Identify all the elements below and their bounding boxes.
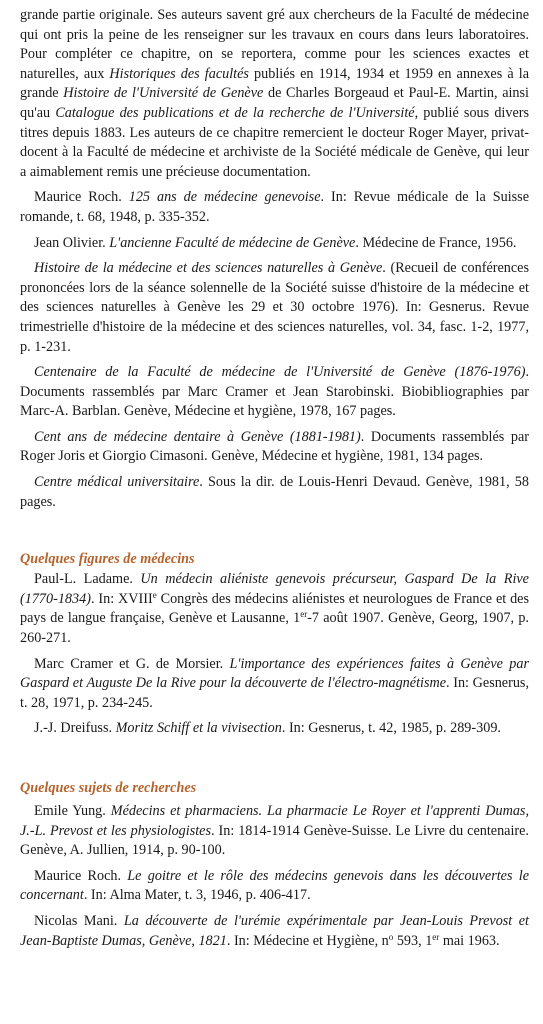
reference-title: Centre médical universitaire bbox=[34, 474, 200, 491]
section-spacer bbox=[20, 512, 529, 550]
reference-title: Cent ans de médecine dentaire à Genève (1881-1981) bbox=[34, 428, 361, 445]
section-spacer bbox=[20, 739, 529, 779]
reference-details: . In: Alma Mater, t. 3, 1946, p. 406-417. bbox=[83, 887, 311, 904]
reference-title: L'importance des expériences faites à Genève par Gaspard et Auguste De la Rive pour la découverte de l'électro-magnétisme bbox=[20, 655, 529, 692]
reference-entry bbox=[20, 570, 529, 648]
reference-details: 593, 1 bbox=[393, 932, 433, 949]
intro-text-1: grande partie originale. Ses auteurs savent gré aux chercheurs de la Faculté de médecine qui ont pris la peine de les renseigner sur les travaux en cours dans leurs laboratoires. Pour compléter ce chapitre, on se reportera, comme pour les sciences exactes et naturelles, aux bbox=[20, 7, 529, 82]
reference-details: . Documents rassemblés par Roger Joris et Giorgio Cimasoni. Genève, Médecine et hygiène, 1981, 134 pages. bbox=[20, 428, 529, 465]
reference-details: . Médecine de France, 1956. bbox=[355, 234, 517, 251]
reference-entry bbox=[20, 428, 529, 467]
reference-title: Centenaire de la Faculté de médecine de l'Université de Genève (1876-1976) bbox=[34, 364, 526, 381]
reference-entry bbox=[20, 259, 529, 357]
reference-author: Maurice Roch. bbox=[34, 189, 129, 206]
reference-title: 125 ans de médecine genevoise bbox=[128, 189, 321, 206]
reference-details: . In: 1814-1914 Genève-Suisse. Le Livre du centenaire. Genève, A. Jullien, 1914, p. 90-100. bbox=[20, 822, 529, 859]
reference-author: Emile Yung. bbox=[34, 803, 111, 819]
reference-details: . (Recueil de conférences prononcées lors de la séance solennelle de la Société suisse d'histoire de la médecine et des sciences naturelles à Genève les 29 et 30 octobre 1976). In: Gesnerus. Revue trimestrielle d'histoire de la médecine et des sciences naturelles, vol. 34, fasc. 1-2, 1977, p. 1-231. bbox=[20, 260, 529, 355]
reference-title: Le goitre et le rôle des médecins genevois dans les découvertes le concernant bbox=[20, 867, 529, 904]
superscript: er bbox=[432, 931, 440, 942]
reference-entry bbox=[20, 719, 529, 739]
reference-details: . Documents rassemblés par Marc Cramer et Jean Starobinski. Biobibliographies par Marc-A. Barblan. Genève, Médecine et hygiène, 1978, 167 pages. bbox=[20, 364, 529, 420]
reference-title: Moritz Schiff et la vivisection bbox=[115, 720, 282, 737]
reference-author: J.-J. Dreifuss. bbox=[34, 720, 116, 737]
superscript: er bbox=[300, 609, 308, 620]
reference-title: Un médecin aliéniste genevois précurseur, Gaspard De la Rive (1770-1834) bbox=[20, 571, 529, 607]
reference-entry bbox=[20, 234, 529, 254]
intro-paragraph bbox=[20, 6, 529, 182]
reference-author: Paul-L. Ladame. bbox=[34, 571, 141, 588]
reference-title: L'ancienne Faculté de médecine de Genève bbox=[109, 234, 356, 251]
reference-details: mai 1963. bbox=[439, 932, 500, 949]
superscript: e bbox=[152, 589, 157, 600]
reference-details: . In: Gesnerus, t. 42, 1985, p. 289-309. bbox=[281, 720, 501, 737]
reference-details: Congrès des médecins aliénistes et neurologues de France et des pays de langue française, Genève et Lausanne, 1 bbox=[20, 590, 529, 627]
reference-author: Jean Olivier. bbox=[34, 234, 110, 251]
reference-details: . In: Gesnerus, t. 28, 1971, p. 234-245. bbox=[20, 675, 529, 711]
intro-title-historiques: Historiques des facultés bbox=[109, 65, 249, 82]
reference-author: Maurice Roch. bbox=[34, 867, 128, 884]
intro-text-2: publiés en 1914, 1934 et 1959 en annexes à la grande bbox=[20, 65, 529, 102]
reference-entry bbox=[20, 912, 529, 951]
reference-author: Marc Cramer et G. de Morsier. bbox=[34, 655, 230, 672]
intro-title-catalogue: Catalogue des publications et de la recherche de l'Université bbox=[55, 104, 415, 121]
reference-details: . In: Médecine et Hygiène, n bbox=[226, 932, 389, 949]
reference-details: . Sous la dir. de Louis-Henri Devaud. Genève, 1981, 58 pages. bbox=[20, 474, 529, 510]
intro-text-4: , publié sous divers titres depuis 1883. Les auteurs de ce chapitre remercient le docteur Roger Mayer, privat-docent à la Faculté de médecine et archiviste de la Société médicale de Genève, qui leur a aimablement remis une précieuse documentation. bbox=[20, 104, 529, 180]
reference-entry bbox=[20, 473, 529, 512]
reference-details: . In: Revue médicale de la Suisse romande, t. 68, 1948, p. 335-352. bbox=[20, 189, 529, 225]
reference-entry bbox=[20, 363, 529, 422]
reference-entry bbox=[20, 188, 529, 227]
superscript: o bbox=[388, 931, 394, 942]
reference-entry bbox=[20, 867, 529, 906]
reference-title: Histoire de la médecine et des sciences naturelles à Genève bbox=[34, 260, 383, 277]
intro-title-histoire: Histoire de l'Université de Genève bbox=[63, 85, 264, 102]
section-heading-sujets: Quelques sujets de recherches bbox=[20, 780, 197, 796]
reference-author: Nicolas Mani. bbox=[34, 912, 124, 929]
section-heading-figures: Quelques figures de médecins bbox=[20, 551, 195, 568]
reference-title: La découverte de l'urémie expérimentale par Jean-Louis Prevost et Jean-Baptiste Dumas, Genève, 1821 bbox=[20, 912, 529, 949]
reference-title: Médecins et pharmaciens. La pharmacie Le Royer et l'apprenti Dumas, J.-L. Prevost et les physiologistes bbox=[20, 803, 529, 839]
reference-details: -7 août 1907. Genève, Georg, 1907, p. 260-271. bbox=[20, 610, 529, 647]
reference-details: . In: XVIII bbox=[90, 590, 153, 607]
reference-entry bbox=[20, 802, 529, 861]
reference-entry bbox=[20, 655, 529, 714]
intro-text-3: de Charles Borgeaud et Paul-E. Martin, ainsi qu'au bbox=[20, 85, 529, 121]
